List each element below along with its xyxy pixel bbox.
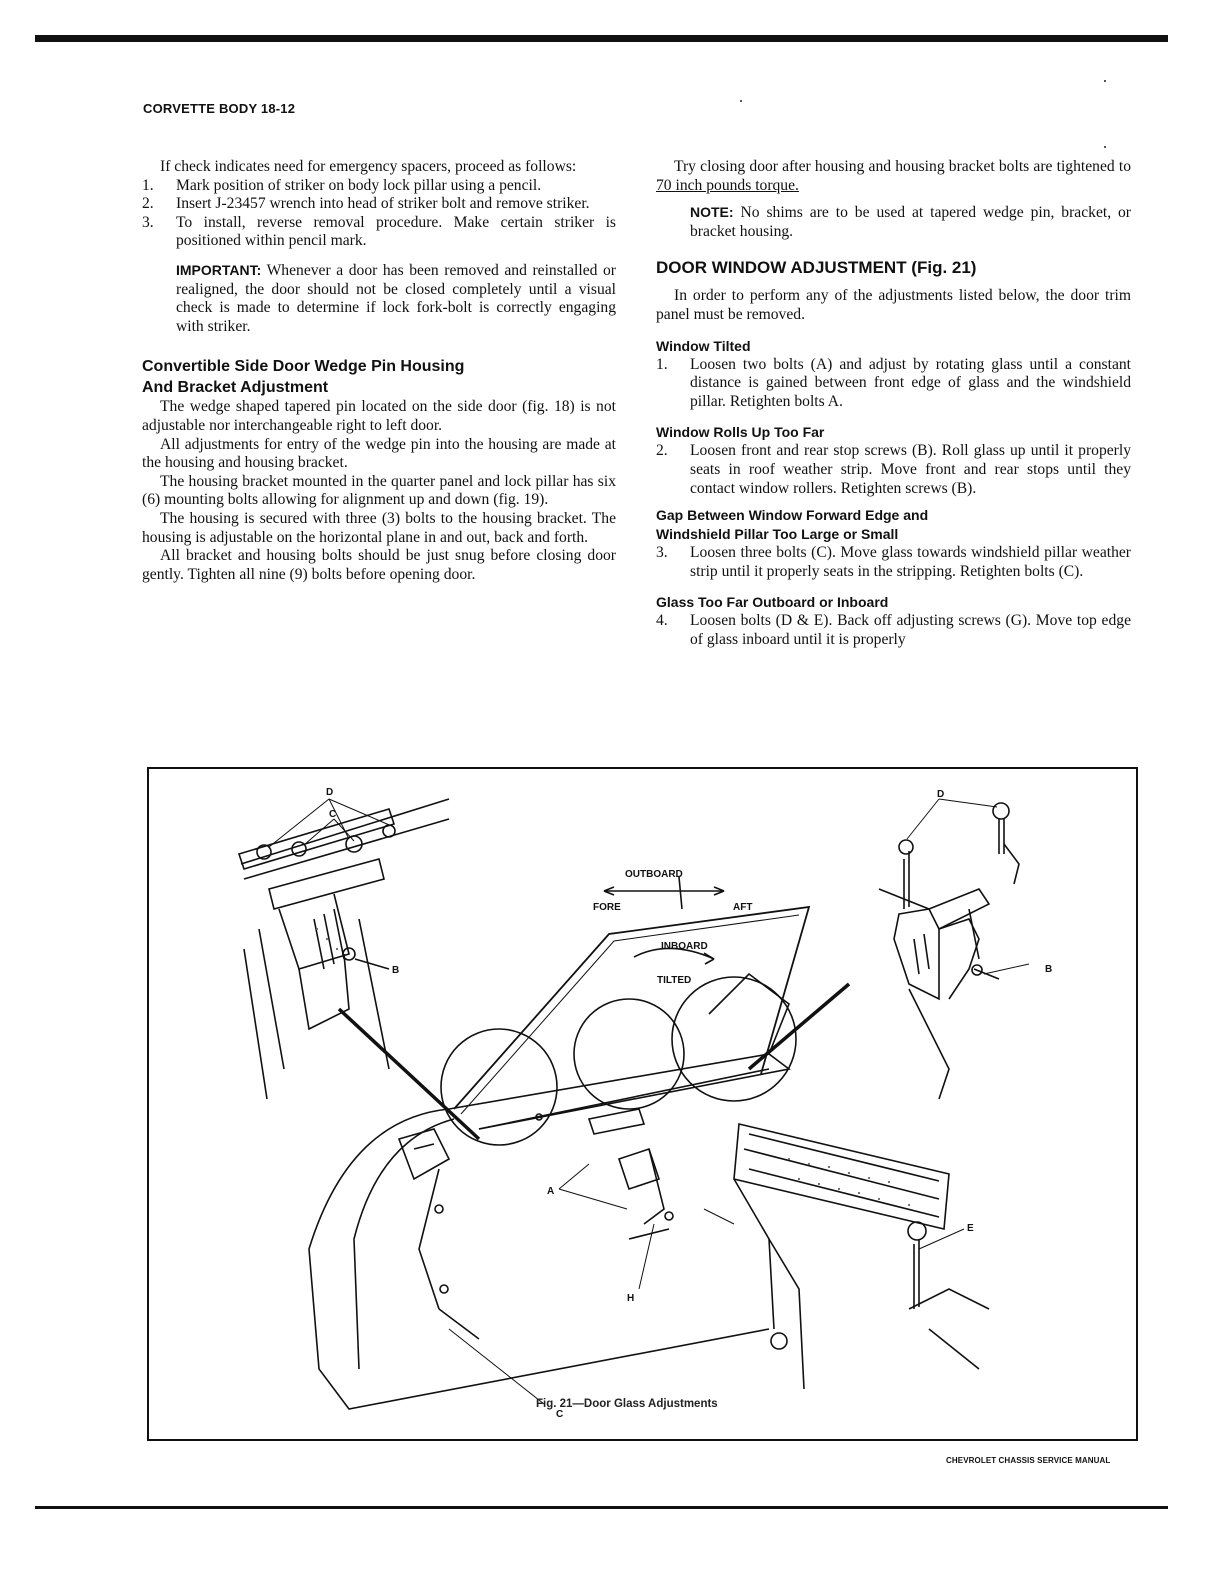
label-tilted: TILTED — [657, 975, 692, 986]
label-c-bottom: C — [556, 1409, 564, 1420]
label-d-left: D — [326, 787, 334, 798]
list-item: 4. Loosen bolts (D & E). Back off adjusting screws (G). Move top edge of glass inboard until it is properly — [656, 612, 1131, 648]
note — [656, 203, 1131, 241]
label-fore: FORE — [593, 902, 621, 913]
important-text: Whenever a door has been removed and reinstalled or realigned, the door should not be closed completely until a visual check is made to determine if lock fork-bolt is correctly engaging with striker. — [176, 261, 616, 335]
list-item: 2. Loosen front and rear stop screws (B). Roll glass up until it properly seats in roof weather strip. Move front and rear stops until they contact window rollers. Retighten screws (B). — [656, 442, 1131, 497]
left-intro: If check indicates need for emergency spacers, proceed as follows: — [160, 158, 577, 175]
scan-speck — [1104, 146, 1106, 148]
subsection-rolls-up-too-far: Window Rolls Up Too Far 2. Loosen front and rear stop screws (B). Roll glass up until it properly seats in roof weather strip. Move front and rear stops until they contact window rollers. Retighten screws (B). — [656, 424, 1131, 497]
list-item: 2. Insert J-23457 wrench into head of striker bolt and remove striker. — [142, 195, 590, 213]
label-e: E — [967, 1223, 974, 1234]
paragraph: All adjustments for entry of the wedge pin into the housing are made at the housing and housing bracket. — [142, 435, 616, 472]
important-label: IMPORTANT: — [176, 261, 262, 278]
important-note — [142, 261, 616, 336]
subsection-window-tilted: Window Tilted 1. Loosen two bolts (A) and adjust by rotating glass until a constant distance is gained between front edge of glass and the windshield pillar. Retighten bolts A. — [656, 337, 1131, 410]
label-outboard: OUTBOARD — [625, 869, 683, 880]
label-inboard: INBOARD — [661, 941, 708, 952]
note-label: NOTE: — [690, 204, 734, 221]
paragraph: The housing bracket mounted in the quarter panel and lock pillar has six (6) mounting bolts allowing for alignment up and down (fig. 19). — [142, 472, 616, 509]
door-glass-figure — [147, 767, 1138, 1441]
label-h: H — [627, 1293, 635, 1304]
page-header: CORVETTE BODY 18-12 — [143, 101, 296, 116]
torque-paragraph: Try closing door after housing and housing bracket bolts are tightened to 70 inch pounds torque. — [656, 158, 1131, 194]
list-item: 1. Mark position of striker on body lock pillar using a pencil. — [142, 176, 542, 194]
door-glass-illustration — [149, 769, 1138, 1441]
page-footer: CHEVROLET CHASSIS SERVICE MANUAL — [946, 1456, 1111, 1465]
label-b-right: B — [1045, 964, 1053, 975]
note-text: No shims are to be used at tapered wedge pin, bracket, or bracket housing. — [690, 204, 1132, 240]
section-heading: DOOR WINDOW ADJUSTMENT (Fig. 21) — [656, 258, 977, 278]
label-d-right: D — [937, 789, 945, 800]
left-column — [142, 158, 616, 584]
label-c-top: C — [329, 809, 337, 820]
top-rule — [35, 35, 1168, 42]
scan-speck — [740, 100, 742, 102]
label-a: A — [547, 1186, 555, 1197]
label-aft: AFT — [733, 902, 753, 913]
figure-caption: Fig. 21—Door Glass Adjustments — [536, 1398, 718, 1410]
torque-value: 70 inch pounds torque. — [656, 176, 799, 194]
paragraph: The wedge shaped tapered pin located on the side door (fig. 18) is not adjustable nor interchangeable right to left door. — [142, 398, 616, 434]
paragraph: The housing is secured with three (3) bolts to the housing bracket. The housing is adjustable on the horizontal plane in and out, back and forth. — [142, 509, 616, 546]
section-heading: Convertible Side Door Wedge Pin Housing And Bracket Adjustment — [142, 358, 465, 397]
list-item: 3. To install, reverse removal procedure. Make certain striker is positioned within pencil mark. — [142, 213, 616, 250]
list-item: 3. Loosen three bolts (C). Move glass towards windshield pillar weather strip until it properly seats in the stripping. Retighten bolts (C). — [656, 544, 1131, 580]
striker-steps — [142, 177, 616, 251]
heading-paragraph: In order to perform any of the adjustments listed below, the door trim panel must be removed. — [656, 287, 1131, 323]
right-column — [656, 158, 1131, 650]
bottom-rule — [35, 1506, 1168, 1509]
scan-speck — [1104, 80, 1106, 82]
label-b-left: B — [392, 965, 400, 976]
list-item: 1. Loosen two bolts (A) and adjust by rotating glass until a constant distance is gained between front edge of glass and the windshield pillar. Retighten bolts A. — [656, 355, 1131, 410]
subsection-outboard-inboard: Glass Too Far Outboard or Inboard 4. Loosen bolts (D & E). Back off adjusting screws (G). Move top edge of glass inboard until it is properly — [656, 594, 1131, 648]
subsection-gap: Gap Between Window Forward Edge and Windshield Pillar Too Large or Small 3. Loosen three bolts (C). Move glass towards windshield pillar weather strip until it properly seats in the stripping. Retighten bolts (C). — [656, 507, 1131, 580]
paragraph: All bracket and housing bolts should be just snug before closing door gently. Tighten all nine (9) bolts before opening door. — [142, 547, 616, 583]
